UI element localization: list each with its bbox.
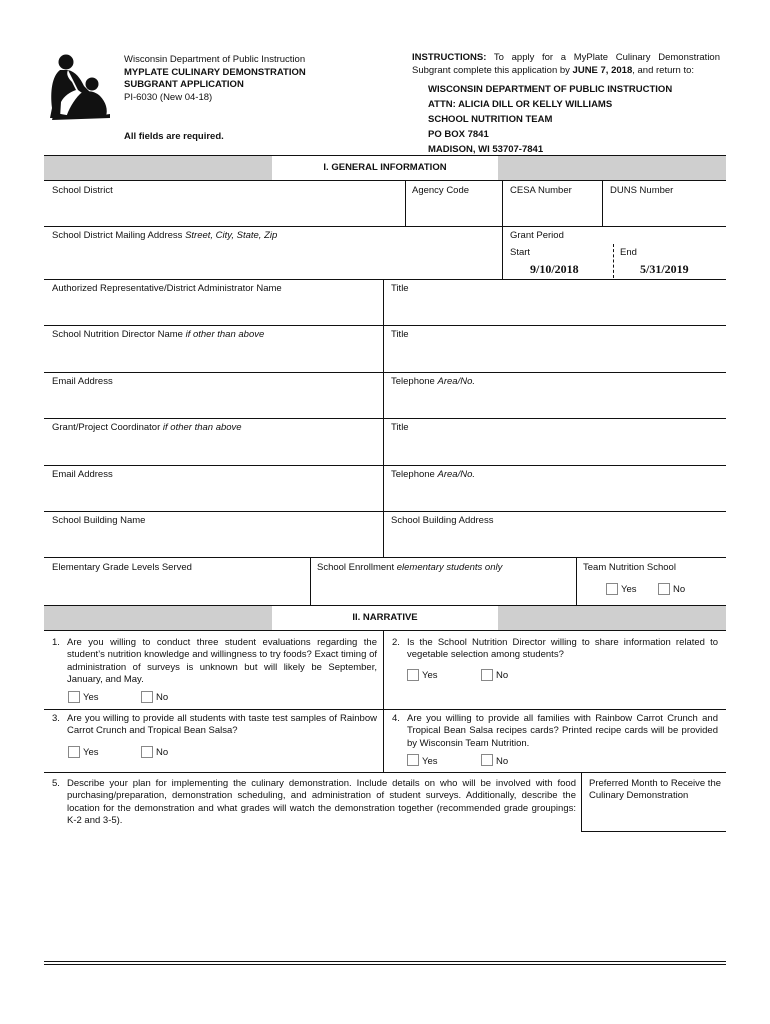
yes-label: Yes [422,670,438,681]
duns-number-label: DUNS Number [610,185,674,196]
duns-number-field[interactable] [606,198,724,222]
coordinator-label: Grant/Project Coordinator if other than above [52,422,242,433]
address-line: WISCONSIN DEPARTMENT OF PUBLIC INSTRUCTION [428,84,673,95]
yes-label: Yes [83,747,99,758]
end-label: End [620,247,637,258]
building-address-field[interactable] [388,529,722,555]
team-nutrition-yes-checkbox[interactable] [606,583,618,595]
coordinator-telephone-label: Telephone Area/No. [391,469,475,480]
implementation-plan-field[interactable] [50,832,576,952]
school-district-field[interactable] [50,198,400,222]
question-5: 5. Describe your plan for implementing the culinary demonstration. Include details on who will be involved with food purchasing/preparation, demonstration scheduling, and administration of student surveys. Additionally, describe the location for the demonstration and what grades will watch the demonstration together (recommended grade groupings: K-2 and 3-5). [52,778,576,827]
no-label: No [156,747,169,758]
instructions-text: To apply for a MyPlate Culinary Demonstration Subgrant complete this application by [412,52,720,76]
building-address-label: School Building Address [391,515,494,526]
yes-label: Yes [422,756,438,767]
q4-yes-checkbox[interactable] [407,754,419,766]
preferred-month-field[interactable] [586,804,722,828]
mailing-address-field[interactable] [50,244,498,276]
coordinator-email-field[interactable] [50,482,378,508]
section-narrative-header [44,605,726,631]
grant-end-date[interactable]: 5/31/2019 [640,262,689,276]
instructions-label: INSTRUCTIONS: [412,52,487,63]
q1-no-checkbox[interactable] [141,691,153,703]
team-nutrition-no-checkbox[interactable] [658,583,670,595]
address-line: ATTN: ALICIA DILL OR KELLY WILLIAMS [428,99,613,110]
nutrition-director-title-field[interactable] [388,343,722,369]
coordinator-email-label: Email Address [52,469,113,480]
authorized-rep-title-label: Title [391,283,409,294]
required-note: All fields are required. [124,131,224,142]
question-1: 1. Are you willing to conduct three student evaluations regarding the student’s nutrition knowledge and willingness to try foods? Exact timing of administration of surveys is unknown but will likely be September, January, and May. [52,637,377,686]
enrollment-label: School Enrollment elementary students only [317,562,503,573]
agency-name: Wisconsin Department of Public Instruction [124,54,306,65]
nutrition-director-field[interactable] [50,343,378,369]
instructions [412,52,720,77]
q2-no-checkbox[interactable] [481,669,493,681]
no-label: No [496,756,509,767]
section-general-title: I. GENERAL INFORMATION [272,155,498,181]
q3-no-checkbox[interactable] [141,746,153,758]
question-2: 2. Is the School Nutrition Director willing to share information related to vegetable selection among students? [392,637,718,661]
no-label: No [156,692,169,703]
authorized-rep-title-field[interactable] [388,296,722,322]
no-label: No [496,670,509,681]
coordinator-telephone-field[interactable] [388,482,722,508]
authorized-rep-label: Authorized Representative/District Administrator Name [52,283,282,294]
address-line: PO BOX 7841 [428,129,489,140]
coordinator-title-field[interactable] [388,436,722,462]
q4-no-checkbox[interactable] [481,754,493,766]
cesa-number-field[interactable] [506,198,598,222]
section-general-header [44,155,726,181]
authorized-rep-field[interactable] [50,296,378,322]
q1-yes-checkbox[interactable] [68,691,80,703]
form-title-line2: SUBGRANT APPLICATION [124,79,244,90]
grade-levels-field[interactable] [50,576,305,602]
mailing-address-label: School District Mailing Address Street, City, State, Zip [52,230,278,241]
no-label: No [673,584,686,595]
school-district-label: School District [52,185,113,196]
email-field[interactable] [50,389,378,415]
team-nutrition-label: Team Nutrition School [583,562,676,573]
grant-period-label: Grant Period [510,230,564,241]
question-4: 4. Are you willing to provide all families with Rainbow Carrot Crunch and Tropical Bean Salsa recipes cards? Printed recipe cards will be provided by Wisconsin Team Nutrition. [392,713,718,749]
building-name-field[interactable] [50,529,378,555]
dpi-logo [46,52,112,122]
q2-yes-checkbox[interactable] [407,669,419,681]
return-address [428,82,672,157]
telephone-label: Telephone Area/No. [391,376,475,387]
agency-code-field[interactable] [408,198,500,222]
header-block [124,54,306,104]
nutrition-director-label: School Nutrition Director Name if other than above [52,329,265,340]
section-narrative-title: II. NARRATIVE [272,605,498,631]
building-name-label: School Building Name [52,515,146,526]
coordinator-field[interactable] [50,436,378,462]
address-line: MADISON, WI 53707-7841 [428,144,544,155]
start-label: Start [510,247,531,258]
q3-yes-checkbox[interactable] [68,746,80,758]
form-number: PI-6030 (New 04-18) [124,91,213,103]
instructions-tail: , and return to: [632,64,695,76]
form-title-line1: MYPLATE CULINARY DEMONSTRATION [124,66,306,78]
enrollment-field[interactable] [315,576,571,602]
cesa-number-label: CESA Number [510,185,572,196]
telephone-field[interactable] [388,389,722,415]
yes-label: Yes [621,584,637,595]
address-line: SCHOOL NUTRITION TEAM [428,114,553,125]
grant-start-date[interactable]: 9/10/2018 [530,262,579,276]
coordinator-title-label: Title [391,422,409,433]
grade-levels-label: Elementary Grade Levels Served [52,562,192,573]
question-3: 3. Are you willing to provide all students with taste test samples of Rainbow Carrot Crunch and Tropical Bean Salsa? [52,713,377,737]
instructions-date: JUNE 7, 2018 [572,64,633,76]
agency-code-label: Agency Code [412,185,470,196]
nutrition-director-title-label: Title [391,329,409,340]
email-label: Email Address [52,376,113,387]
preferred-month-label: Preferred Month to Receive the Culinary Demonstration [589,778,722,802]
yes-label: Yes [83,692,99,703]
